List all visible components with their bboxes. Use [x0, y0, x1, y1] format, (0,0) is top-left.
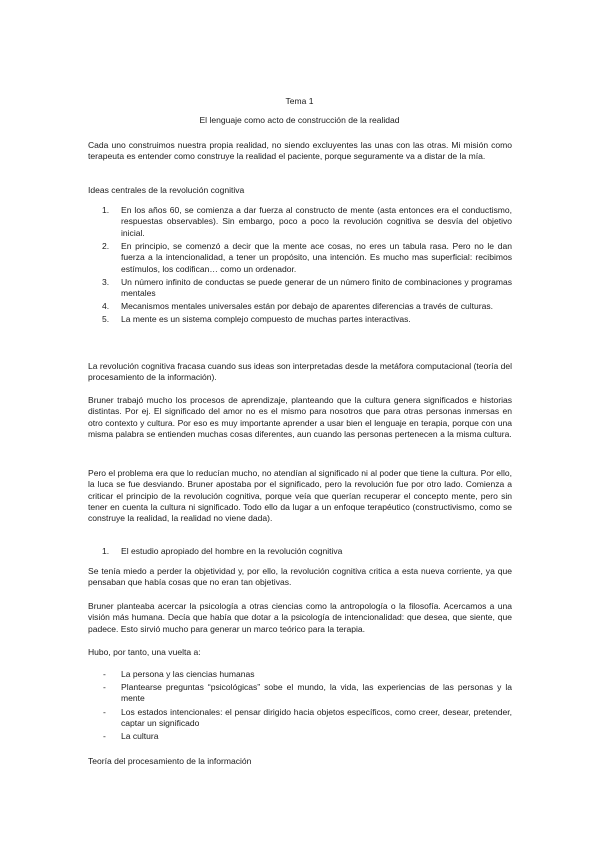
section-heading-ideas: Ideas centrales de la revolución cognitiva: [88, 185, 245, 195]
list-marker: 1.: [102, 546, 110, 556]
section-heading-estudio: El estudio apropiado del hombre en la revolución cognitiva: [121, 546, 343, 556]
list-item: [88, 731, 512, 742]
list-item: [88, 314, 512, 325]
list-item-text: La mente es un sistema complejo compuesto de muchas partes interactivas.: [121, 314, 411, 325]
list-marker: -: [103, 682, 106, 693]
list-marker: 1.: [102, 205, 110, 215]
topic-heading: Tema 1: [285, 96, 314, 106]
section-heading-teoria: Teoría del procesamiento de la información: [88, 756, 252, 766]
paragraph-problema: Pero el problema era que lo reducían mucho, no atendían al significado ni al poder que tiene la cultura. Por ello, la luca se fue desviando. Bruner apostaba por el significado, pero la revolución fue por otro lado. Comienza a criticar el principio de la revolución cognitiva, porque veía que querían recuperar el concepto mente, pero sin tener en cuenta la cultura ni significado. Todo ello da lugar a un enfoque terapéutico (constructivismo, como se construye la realidad, la realidad no viene dada).: [88, 468, 512, 524]
list-item-text: La persona y las ciencias humanas: [121, 669, 255, 679]
paragraph-fracasa: La revolución cognitiva fracasa cuando sus ideas son interpretadas desde la metáfora computacional (teoría del procesamiento de la información).: [88, 361, 512, 383]
list-item-text: Plantearse preguntas “psicológicas” sobe el mundo, la vida, las experiencias de las personas y la mente: [121, 682, 512, 704]
vuelta-list: [88, 669, 512, 744]
ideas-list: [88, 205, 512, 327]
intro-paragraph: Cada uno construimos nuestra propia realidad, no siendo excluyentes las unas con las otras. Mi misión como terapeuta es entender como construye la realidad el paciente, porque seguramente va a distar de la mía.: [88, 140, 512, 162]
list-item-text: Mecanismos mentales universales están por debajo de aparentes diferencias a través de culturas.: [121, 301, 493, 312]
section-heading-list: [88, 546, 512, 559]
list-item: [88, 301, 512, 312]
paragraph-bruner-psicologia: Bruner planteaba acercar la psicología a otras ciencias como la antropología o la filosofía. Acercamos a una visión más humana. Decía que había que dotar a la psicología de intencionalidad: que desea, que siente, que padece. Esto sirvió mucho para generar un marco teórico para la terapia.: [88, 601, 512, 634]
list-item-text: En los años 60, se comienza a dar fuerza al constructo de mente (asta entonces era el conductismo, respuestas observables). Sin embargo, poco a poco la revolución cognitiva se desvía del objetivo inicial.: [121, 205, 512, 238]
list-item-text: Un número infinito de conductas se puede generar de un número finito de combinaciones y programas mentales: [121, 276, 512, 298]
list-item: [88, 546, 512, 557]
paragraph-hubo: Hubo, por tanto, una vuelta a:: [88, 647, 201, 657]
list-item-text: La cultura: [121, 731, 159, 742]
list-item: [88, 277, 512, 300]
paragraph-bruner-aprendizaje: Bruner trabajó mucho los procesos de aprendizaje, planteando que la cultura genera significados e historias distintas. Por ej. El significado del amor no es el mismo para nosotros que para otras personas inmersas en otro contexto y cultura. Por eso es muy importante aprender a usar bien el lenguaje en terapia, porque con una misma palabra se entienden muchas cosas diferentes, aun cuando las personas pertenecen a la misma cultura.: [88, 395, 512, 440]
list-marker: -: [103, 669, 106, 679]
list-marker: 4.: [102, 301, 110, 312]
list-marker: -: [103, 731, 106, 742]
list-item-text: En principio, se comenzó a decir que la mente ace cosas, no eres un tabula rasa. Pero no le dan fuerza a la intencionalidad, a tener un propósito, una intención. Es mucho mas superficial: recibimos estímulos, los codifican… como un ordenador.: [121, 240, 512, 274]
list-item-text: Los estados intencionales: el pensar dirigido hacia objetos específicos, como creer, desear, pretender, captar un significado: [121, 706, 512, 728]
list-marker: 3.: [102, 276, 110, 287]
list-item: [88, 707, 512, 730]
list-item: [88, 669, 512, 680]
list-marker: 5.: [102, 314, 110, 325]
list-item: [88, 682, 512, 705]
list-marker: 2.: [102, 240, 110, 251]
document-title: El lenguaje como acto de construcción de la realidad: [199, 115, 400, 125]
list-marker: -: [103, 706, 106, 717]
paragraph-miedo: Se tenía miedo a perder la objetividad y, por ello, la revolución cognitiva critica a esta nueva corriente, ya que pensaban que había cosas que no eran tan objetivas.: [88, 566, 512, 588]
list-item: [88, 205, 512, 239]
list-item: [88, 241, 512, 275]
